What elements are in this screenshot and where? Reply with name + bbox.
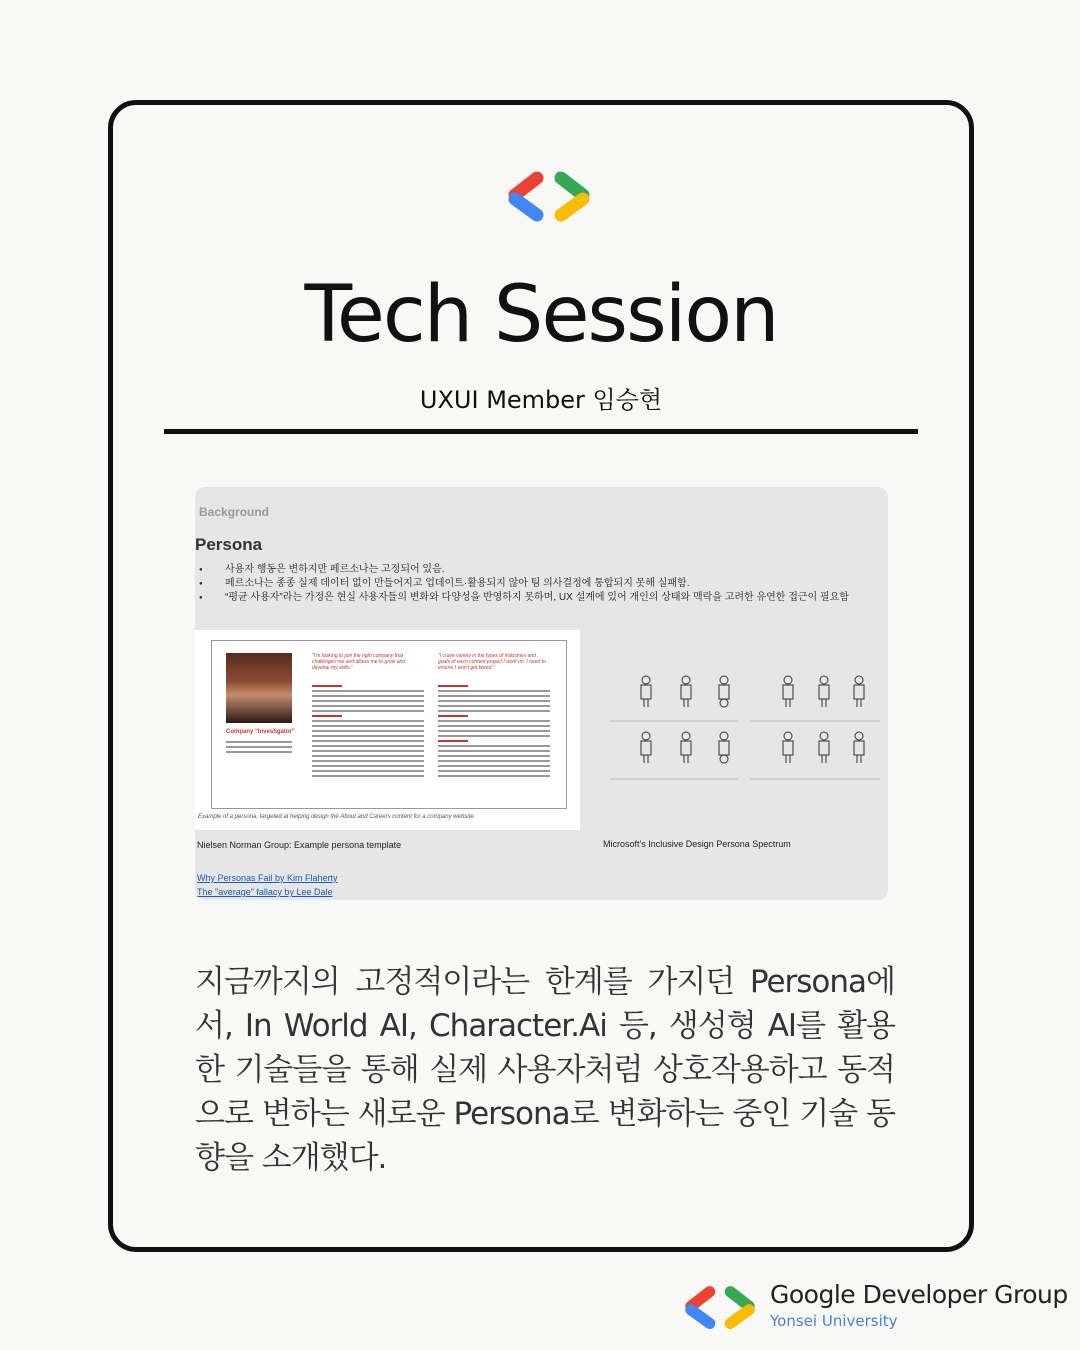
divider — [164, 429, 918, 434]
footer-branding — [680, 1280, 1080, 1340]
persona-quote-left: "I'm looking to join the right company that challenges me and allows me to grow and develop my skills." — [312, 653, 406, 671]
persona-text-lines — [312, 685, 424, 780]
caption-persona-spectrum: Microsoft's Inclusive Design Persona Spectrum — [603, 839, 791, 849]
presenter-subtitle: UXUI Member 임승현 — [419, 386, 663, 414]
persona-template-frame — [211, 640, 567, 809]
gdg-logo-icon — [503, 169, 595, 225]
org-name: Google Developer Group — [770, 1280, 1068, 1309]
persona-photo — [226, 653, 292, 723]
slide-bullet: ● 사용자 행동은 변하지만 페르소나는 고정되어 있음. — [197, 563, 849, 577]
persona-text-lines — [438, 685, 550, 780]
persona-info-lines — [226, 741, 292, 756]
persona-caption: Example of a persona, targeted at helping design the About and Careers content for a company website. — [198, 814, 476, 820]
slide-screenshot — [195, 487, 888, 900]
slide-bullet-list — [197, 563, 849, 605]
persona-quote-right: "I crave variety in the types of industries and goals of each content project I work on. I need to ensure I won't get bored." — [438, 653, 546, 671]
gdg-footer-logo-icon — [680, 1284, 760, 1332]
session-card — [108, 100, 974, 1252]
persona-template-image — [195, 630, 580, 830]
slide-bullet: ● 페르소나는 종종 실제 데이터 없이 만들어지고 업데이트·활용되지 않아 팀 의사결정에 통합되지 못해 실패함. — [197, 577, 849, 591]
link-average-fallacy[interactable]: The "average" fallacy by Lee Dale — [197, 887, 333, 897]
link-why-personas-fail[interactable]: Why Personas Fail by Kim Flaherty — [197, 873, 338, 883]
page-title: Tech Session — [304, 270, 778, 360]
slide-section-label: Background — [199, 505, 270, 519]
inclusive-design-spectrum-image — [610, 657, 880, 787]
slide-heading: Persona — [195, 535, 263, 554]
session-description: 지금까지의 고정적이라는 한계를 가지던 Persona에서, In World AI, Character.Ai 등, 생성형 AI를 활용한 기술들을 통해 실제 사용자처럼 상호작용하고 동적으로 변하는 새로운 Persona로 변화하는 중인 기술 동향을 소개했다. — [195, 964, 895, 1176]
slide-bullet: ● “평균 사용자”라는 가정은 현실 사용자들의 변화와 다양성을 반영하지 못하며, UX 설계에 있어 개인의 상태와 맥락을 고려한 유연한 접근이 필요함 — [197, 591, 849, 605]
persona-title: Company "Investigator" — [226, 729, 295, 735]
org-school: Yonsei University — [770, 1312, 898, 1330]
caption-persona-template: Nielsen Norman Group: Example persona template — [197, 840, 402, 850]
